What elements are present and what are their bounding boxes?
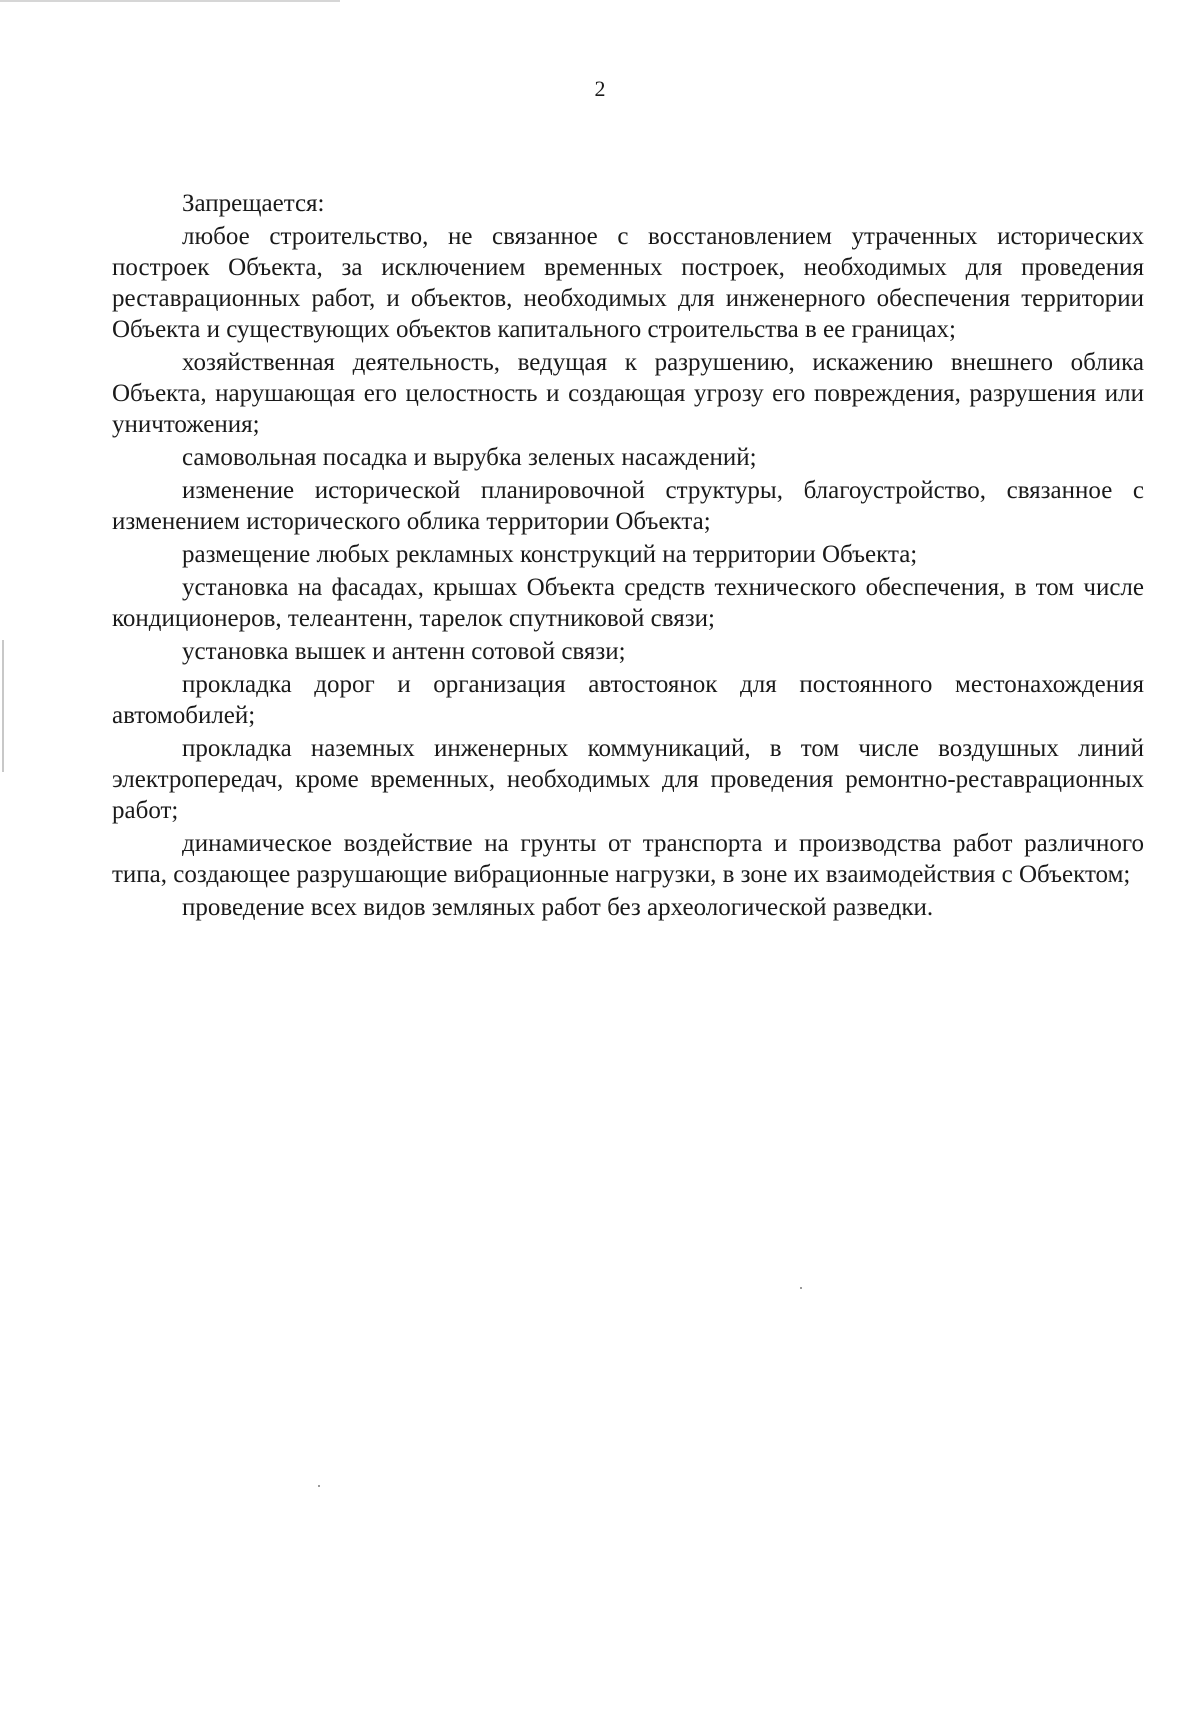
scan-speck [800, 1287, 802, 1289]
page-number: 2 [594, 76, 606, 101]
prohibition-item: проведение всех видов земляных работ без археологической разведки. [182, 894, 934, 921]
prohibition-item: установка вышек и антенн сотовой связи; [182, 638, 626, 665]
prohibition-item: любое строительство, не связанное с восстановлением утраченных исторических построек Объекта, за исключением временных построек, необходимых для проведения реставрационных работ, и объектов, необходимых для инженерного обеспечения территории Объекта и существующих объектов капитального строительства в ее границах; [112, 223, 1144, 343]
section-heading: Запрещается: [182, 190, 325, 217]
prohibition-item: размещение любых рекламных конструкций на территории Объекта; [182, 541, 918, 568]
scan-edge-artifact [0, 0, 340, 2]
prohibition-item: динамическое воздействие на грунты от транспорта и производства работ различного типа, создающее разрушающие вибрационные нагрузки, в зоне их взаимодействия с Объектом; [112, 830, 1144, 888]
prohibition-item: хозяйственная деятельность, ведущая к разрушению, искажению внешнего облика Объекта, нарушающая его целостность и создающая угрозу его повреждения, разрушения или уничтожения; [112, 349, 1144, 438]
prohibition-item: самовольная посадка и вырубка зеленых насаждений; [182, 444, 757, 471]
prohibition-item: изменение исторической планировочной структуры, благоустройство, связанное с изменением исторического облика территории Объекта; [112, 477, 1144, 535]
prohibition-item: прокладка дорог и организация автостоянок для постоянного местонахождения автомобилей; [112, 671, 1144, 729]
prohibitions-section [112, 188, 1144, 923]
prohibition-item: установка на фасадах, крышах Объекта средств технического обеспечения, в том числе кондиционеров, телеантенн, тарелок спутниковой связи; [112, 574, 1144, 632]
prohibition-item: прокладка наземных инженерных коммуникаций, в том числе воздушных линий электропередач, кроме временных, необходимых для проведения ремонтно-реставрационных работ; [112, 735, 1144, 824]
scan-edge-artifact [2, 640, 4, 772]
scan-speck [318, 1485, 320, 1487]
